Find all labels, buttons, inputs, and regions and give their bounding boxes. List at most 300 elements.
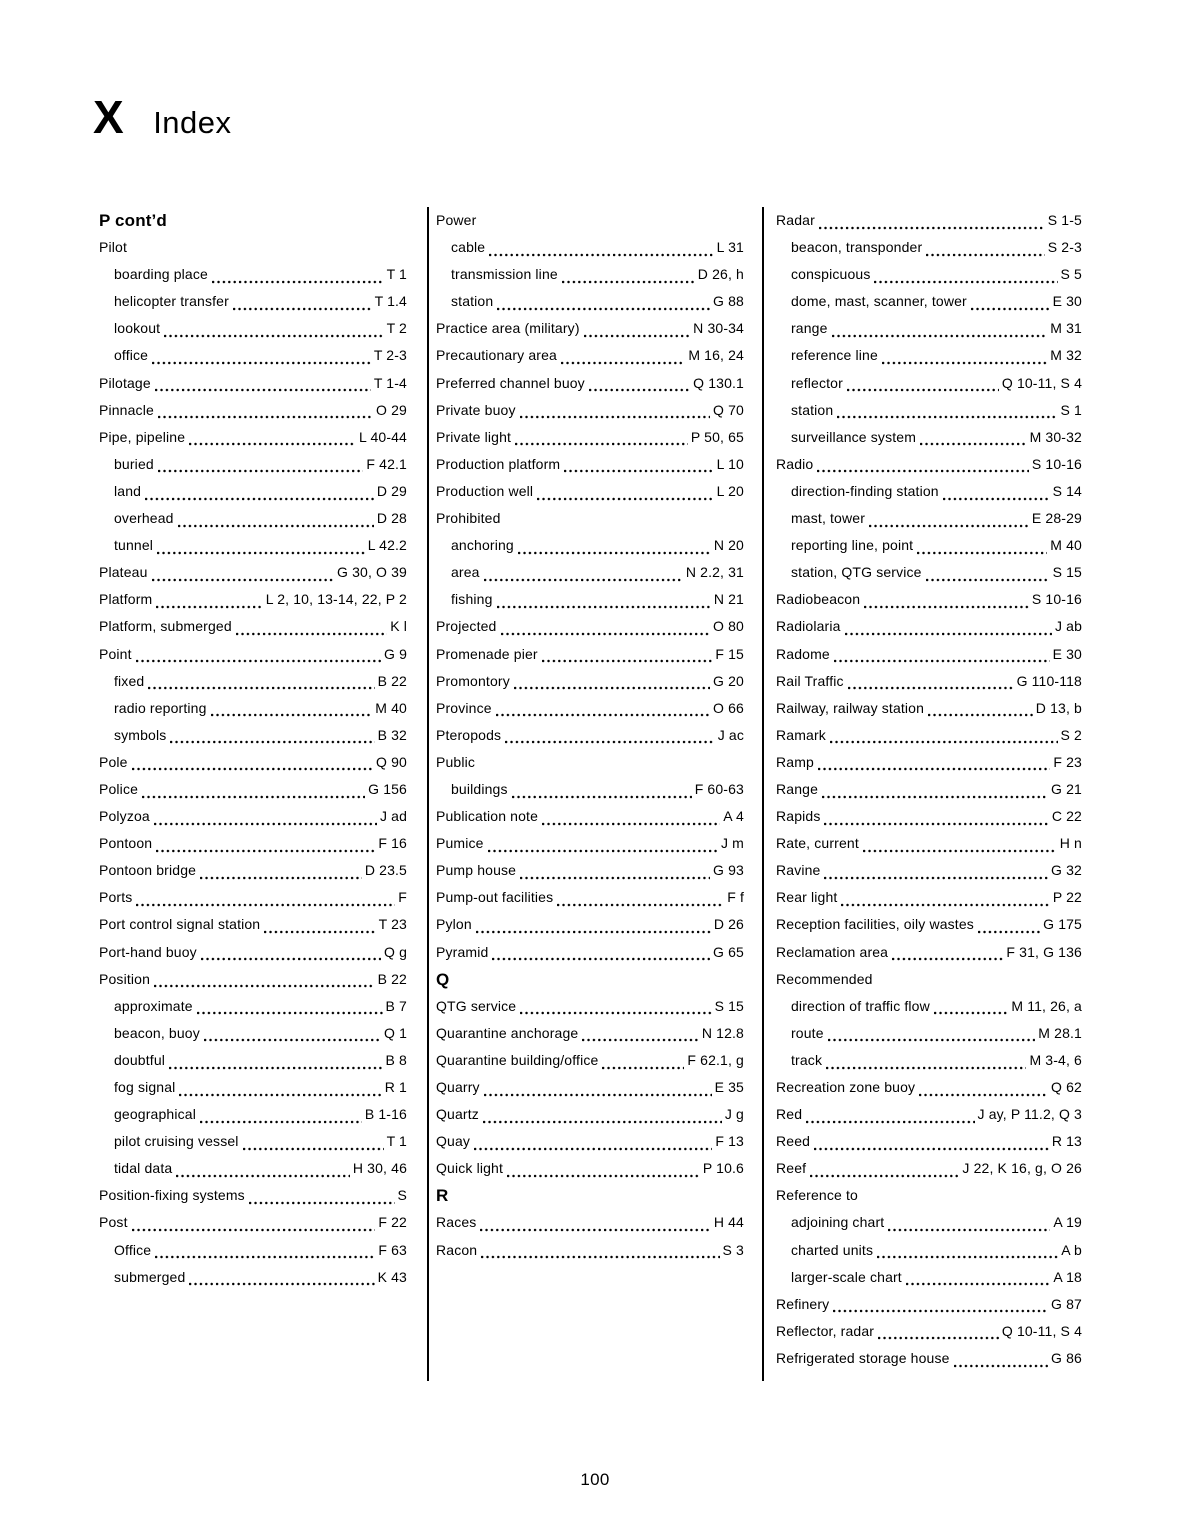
entry-label: Platform, submerged [99,618,232,635]
entry-label: Reef [776,1160,807,1177]
entry-ref: S 2-3 [1047,239,1082,256]
entry-ref: S 14 [1052,482,1082,499]
entry-label: Rapids [776,808,821,825]
index-entry [436,424,744,451]
dot-leader [878,1336,999,1340]
entry-ref: B 32 [377,726,407,743]
index-column [776,207,1082,1372]
entry-ref: D 28 [376,510,407,527]
entry-ref: G 88 [713,293,744,310]
entry-label: Quarry [436,1079,480,1095]
index-entry [99,911,407,938]
index-entry [776,884,1082,911]
entry-label: Radar [776,212,815,228]
entry-ref: H 30, 46 [352,1160,407,1177]
dot-leader [145,497,374,501]
entry-label: reporting line, point [791,537,914,554]
dot-leader [824,822,1048,826]
entry-ref: A 4 [723,808,744,825]
entry-label: Position [99,970,151,987]
entry-ref: G 65 [713,943,744,960]
entry-label: Reception facilities, oily wastes [776,916,974,933]
entry-label: Pontoon [99,835,153,852]
entry-label: Pump-out facilities [436,889,554,906]
entry-ref: F 22 [378,1214,407,1231]
entry-ref: M 11, 26, a [1011,997,1082,1014]
index-entry [436,1237,744,1264]
entry-label: route [791,1024,824,1041]
index-entry [776,776,1082,803]
entry-ref: S 15 [1052,564,1082,581]
dot-leader [507,1174,700,1178]
entry-ref: M 32 [1050,347,1082,364]
entry-ref: D 29 [376,482,407,499]
index-entry [436,234,744,261]
entry-ref: F [398,889,407,906]
dot-leader [848,686,1014,690]
entry-label: fixed [114,672,145,689]
index-entry [99,370,407,397]
entry-label: Plateau [99,564,148,581]
entry-label: Red [776,1106,803,1123]
entry-label: station [791,401,834,418]
index-entry [776,830,1082,857]
index-entry [776,966,1082,993]
dot-leader [132,767,373,771]
entry-label: track [791,1051,823,1068]
entry-label: tidal data [114,1160,173,1177]
index-entry [436,532,744,559]
entry-ref: T 1.4 [374,293,407,310]
dot-leader [926,578,1050,582]
entry-ref: S 3 [722,1241,744,1258]
dot-leader [518,551,711,555]
index-entry [436,207,744,234]
dot-leader [152,578,334,582]
entry-ref: S 1-5 [1047,212,1082,228]
dot-leader [814,1147,1049,1151]
entry-label: Quarantine building/office [436,1051,599,1068]
entry-ref: G 110-118 [1016,672,1082,689]
dot-leader [197,1011,383,1015]
index-column [436,207,744,1264]
page-header [93,90,232,144]
entry-label: Refinery [776,1295,830,1312]
entry-ref: O 66 [713,699,744,716]
entry-ref: N 2.2, 31 [685,564,744,581]
entry-ref: L 42.2 [367,537,407,554]
index-entry [99,830,407,857]
index-entry [99,1101,407,1128]
dot-leader [520,876,710,880]
index-entry [436,451,744,478]
entry-ref: F 15 [715,645,744,662]
dot-leader [154,984,375,988]
index-entry [436,695,744,722]
dot-leader [178,524,374,528]
index-entry [776,261,1082,288]
entry-label: charted units [791,1241,874,1258]
entry-label: Recreation zone buoy [776,1079,916,1095]
dot-leader [501,632,711,636]
dot-leader [833,1309,1048,1313]
index-entry [776,1047,1082,1074]
dot-leader [978,930,1040,934]
entry-ref: Q 1 [383,1024,407,1041]
entry-ref: J ad [379,808,407,825]
entry-label: mast, tower [791,510,866,527]
dot-leader [496,713,710,717]
dot-leader [189,442,356,446]
entry-ref: J m [720,835,744,852]
dot-leader [512,795,692,799]
dot-leader [837,415,1057,419]
entry-label: area [451,564,480,581]
dot-leader [943,497,1050,501]
index-entry [436,1155,744,1182]
dot-leader [176,1174,350,1178]
entry-label: Reflector, radar [776,1322,875,1339]
entry-ref: G 32 [1051,862,1082,879]
entry-ref: G 9 [383,645,407,662]
entry-ref: C 22 [1051,808,1082,825]
index-entry [436,342,744,369]
index-entry [99,451,407,478]
index-entry [776,1182,1082,1209]
index-entry [436,370,744,397]
entry-ref: Q 70 [713,401,744,418]
dot-leader [806,1120,974,1124]
dot-leader [212,280,384,284]
entry-ref: S [397,1187,407,1204]
index-entry [776,911,1082,938]
entry-ref: S 2 [1060,726,1082,743]
index-entry [99,695,407,722]
index-entry [776,1237,1082,1264]
entry-ref: K 43 [377,1268,407,1285]
dot-leader [602,1066,684,1070]
entry-ref: P 10.6 [702,1160,744,1177]
index-entry [99,1074,407,1101]
entry-label: Point [99,645,132,662]
index-entry [436,397,744,424]
entry-ref: N 21 [713,591,744,608]
entry-ref: E 30 [1052,293,1082,310]
entry-ref: E 28-29 [1031,510,1082,527]
index-entry [776,424,1082,451]
dot-leader [514,686,710,690]
index-entry [776,1345,1082,1372]
index-entry [776,288,1082,315]
index-entry [436,586,744,613]
entry-ref: G 21 [1051,780,1082,797]
entry-label: range [791,320,828,337]
index-entry [436,830,744,857]
entry-ref: L 10 [716,455,744,472]
entry-label: Position-fixing systems [99,1187,245,1204]
entry-label: lookout [114,320,161,337]
entry-ref: G 93 [713,862,744,879]
index-entry [99,749,407,776]
dot-leader [148,686,374,690]
index-entry [99,261,407,288]
entry-ref: J g [724,1106,744,1123]
entry-ref: D 26, h [697,266,744,283]
entry-ref: R 13 [1051,1133,1082,1150]
entry-label: anchoring [451,537,514,554]
index-entry [776,559,1082,586]
dot-leader [864,605,1029,609]
entry-ref: J ac [717,726,744,743]
entry-label: Production well [436,482,534,499]
index-entry [99,397,407,424]
entry-ref: L 40-44 [358,428,407,445]
entry-label: Radiobeacon [776,591,861,608]
entry-label: Radiolaria [776,618,841,635]
entry-label: Pump house [436,862,517,879]
entry-label: beacon, buoy [114,1024,200,1041]
entry-label: station, QTG service [791,564,922,581]
entry-label: reference line [791,347,878,364]
entry-ref: S 5 [1060,266,1082,283]
entry-ref: G 156 [368,780,407,797]
dot-leader [920,442,1027,446]
entry-ref: P 50, 65 [690,428,744,445]
column-divider [762,207,764,1381]
index-entry [99,315,407,342]
index-entry [776,803,1082,830]
index-entry [99,234,407,261]
index-entry [776,451,1082,478]
entry-label: QTG service [436,997,517,1014]
dot-leader [561,361,685,365]
dot-leader [484,1093,712,1097]
entry-label: submerged [114,1268,186,1285]
index-entry [776,857,1082,884]
entry-label: Pylon [436,916,472,933]
entry-label: direction-finding station [791,482,939,499]
entry-ref: Q 90 [376,753,407,770]
dot-leader [542,659,713,663]
entry-ref: J ay, P 11.2, Q 3 [977,1106,1082,1123]
entry-label: Private light [436,428,512,445]
entry-label: Promontory [436,672,510,689]
dot-leader [155,388,371,392]
index-entry [99,1020,407,1047]
dot-leader [154,822,377,826]
dot-leader [819,226,1045,230]
entry-ref: Q g [383,943,407,960]
page-number: 100 [580,1470,610,1489]
index-entry [436,1101,744,1128]
entry-ref: F 63 [378,1241,407,1258]
index-entry [776,342,1082,369]
entry-label: buildings [451,780,508,797]
dot-leader [926,253,1045,257]
dot-leader [830,740,1058,744]
entry-ref: L 2, 10, 13-14, 22, P 2 [265,591,407,608]
entry-ref: J ab [1054,618,1082,635]
entry-label: Pilotage [99,374,151,391]
dot-leader [158,469,364,473]
entry-label: land [114,482,142,499]
entry-label: radio reporting [114,699,207,716]
index-entry [436,884,744,911]
index-entry [776,749,1082,776]
dot-leader [152,361,371,365]
index-entry [776,207,1082,234]
dot-leader [492,957,710,961]
dot-leader [488,849,718,853]
entry-label: Polyzoa [99,808,150,825]
entry-label: helicopter transfer [114,293,229,310]
index-entry [776,1020,1082,1047]
entry-ref: E 35 [714,1079,744,1095]
dot-leader [497,307,710,311]
dot-leader [877,1255,1058,1259]
dot-leader [826,1066,1026,1070]
entry-ref: S 15 [714,997,744,1014]
index-entry [776,1209,1082,1236]
dot-leader [869,524,1029,528]
index-entry [776,1074,1082,1101]
dot-leader [156,605,262,609]
index-entry [99,559,407,586]
dot-leader [822,795,1048,799]
dot-leader [832,334,1048,338]
entry-ref: M 31 [1050,320,1082,337]
dot-leader [484,578,683,582]
dot-leader [520,1011,711,1015]
dot-leader [557,903,724,907]
entry-ref: M 40 [1050,537,1082,554]
index-entry [436,776,744,803]
index-entry [776,1101,1082,1128]
index-entry [99,288,407,315]
entry-label: Quarantine anchorage [436,1024,579,1041]
entry-ref: G 175 [1043,916,1082,933]
dot-leader [841,903,1049,907]
dot-leader [934,1011,1008,1015]
dot-leader [204,1038,381,1042]
entry-label: Races [436,1214,477,1231]
index-entry [99,1264,407,1291]
entry-ref: O 29 [376,401,407,418]
entry-ref: Q 10-11, S 4 [1001,1322,1082,1339]
index-entry [776,1128,1082,1155]
index-column [99,207,407,1291]
dot-leader [132,1228,376,1232]
entry-ref: M 28.1 [1038,1024,1082,1041]
dot-leader [828,1038,1036,1042]
index-entry [99,857,407,884]
dot-leader [211,713,373,717]
index-entry [99,1155,407,1182]
entry-ref: A b [1061,1241,1082,1258]
index-entry [99,776,407,803]
entry-label: overhead [114,510,174,527]
dot-leader [155,1255,375,1259]
dot-leader [562,280,695,284]
entry-label: Platform [99,591,153,608]
index-entry [436,993,744,1020]
entry-ref: T 2 [386,320,407,337]
index-entry [436,478,744,505]
index-entry [776,315,1082,342]
index-entry [99,1209,407,1236]
index-entry [776,532,1082,559]
entry-label: Pontoon bridge [99,862,197,879]
entry-ref: G 86 [1051,1349,1082,1366]
dot-leader [537,497,713,501]
entry-label: Pinnacle [99,401,154,418]
dot-leader [169,1066,383,1070]
entry-ref: M 40 [375,699,407,716]
index-entry [99,424,407,451]
dot-leader [882,361,1047,365]
index-entry [436,722,744,749]
entry-label: Rear light [776,889,838,906]
entry-ref: P 22 [1052,889,1082,906]
entry-label: Quartz [436,1106,479,1123]
entry-ref: A 19 [1053,1214,1082,1231]
section-heading [99,207,407,234]
index-entry [99,803,407,830]
entry-label: R [436,1186,449,1206]
entry-ref: E 30 [1052,645,1082,662]
entry-label: larger-scale chart [791,1268,902,1285]
column-divider [427,207,429,1381]
entry-ref: D 13, b [1035,699,1082,716]
dot-leader [249,1201,395,1205]
entry-ref: H 44 [713,1214,744,1231]
index-entry [436,1047,744,1074]
dot-leader [142,795,365,799]
dot-leader [264,930,375,934]
dot-leader [179,1093,381,1097]
entry-ref: F 16 [378,835,407,852]
entry-ref: B 8 [385,1051,407,1068]
entry-ref: T 1 [386,266,407,283]
entry-ref: B 22 [377,672,407,689]
entry-label: Promenade pier [436,645,538,662]
entry-label: fishing [451,591,493,608]
dot-leader [810,1174,959,1178]
entry-ref: F 62.1, g [687,1051,744,1068]
entry-label: pilot cruising vessel [114,1133,239,1150]
index-entry [776,668,1082,695]
entry-label: cable [451,239,486,256]
dot-leader [917,551,1047,555]
dot-leader [906,1282,1051,1286]
index-entry [436,668,744,695]
dot-leader [200,1120,362,1124]
entry-label: Production platform [436,455,561,472]
entry-label: Radome [776,645,830,662]
index-entry [99,1182,407,1209]
entry-label: approximate [114,997,193,1014]
entry-label: Radio [776,455,814,472]
entry-ref: Q 10-11, S 4 [1001,374,1082,391]
entry-ref: F 42.1 [366,455,407,472]
index-entry [776,722,1082,749]
entry-ref: G 20 [713,672,744,689]
index-entry [99,641,407,668]
index-entry [776,939,1082,966]
entry-label: station [451,293,494,310]
index-entry [436,261,744,288]
dot-leader [589,388,690,392]
